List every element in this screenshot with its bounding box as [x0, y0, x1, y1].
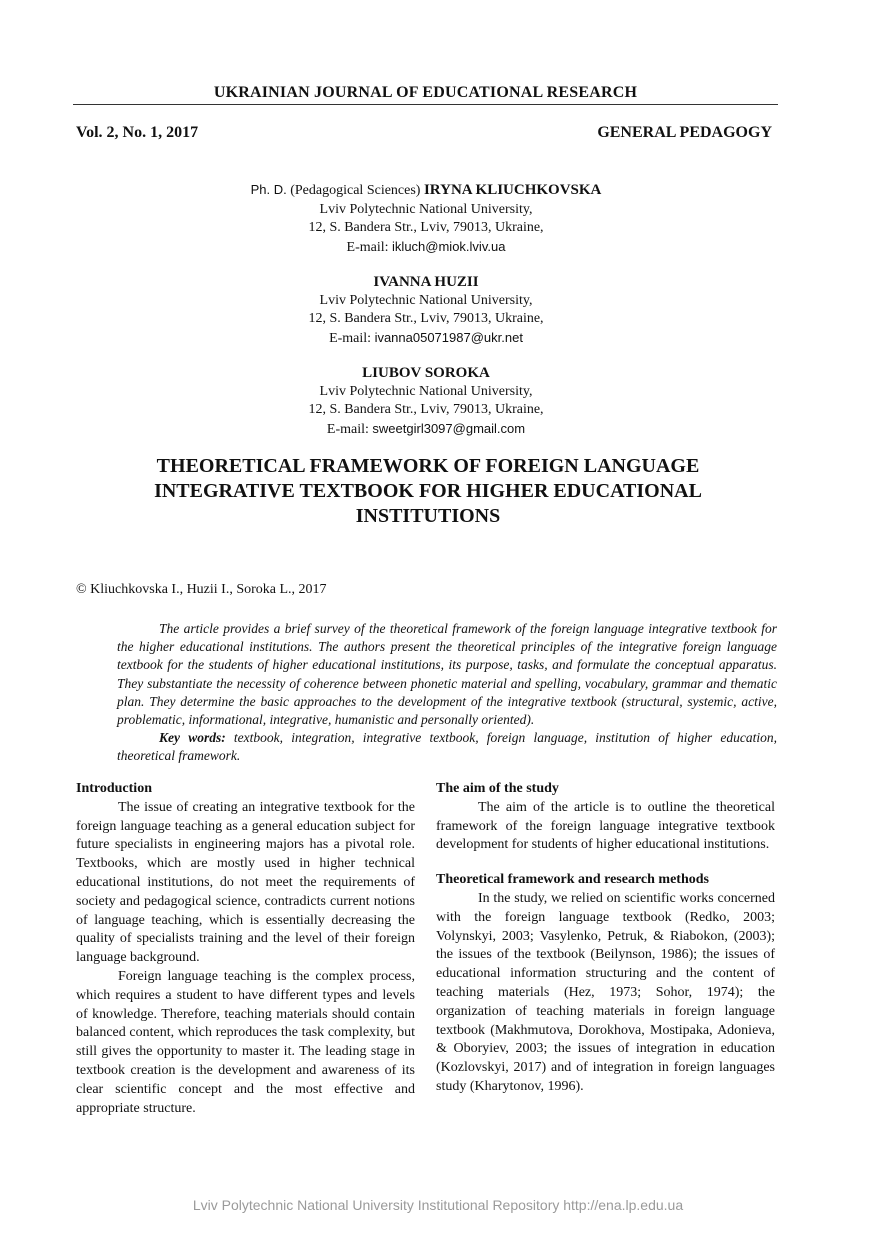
author-email[interactable]: sweetgirl3097@gmail.com — [372, 420, 526, 436]
author-email[interactable]: ivanna05071987@ukr.net — [374, 329, 523, 345]
author-affiliation: Lviv Polytechnic National University, — [319, 383, 533, 399]
title-line: THEORETICAL FRAMEWORK OF FOREIGN LANGUAGE — [156, 455, 700, 477]
spacer — [436, 855, 775, 871]
title-line: INTEGRATIVE TEXTBOOK FOR HIGHER EDUCATIONAL — [154, 480, 702, 502]
author-2 — [176, 273, 676, 348]
paragraph: The issue of creating an integrative textbook for the foreign language teaching as a general education subject for future specialists in engineering majors has a pivotal role. Textbooks, which are mostly used in higher technical educational institutions, do not meet the requirements of society and pedagogical science, contradicts current notions of language teaching, which is essentially decreasing the quality of specialists training and the level of their foreign language background. — [76, 799, 415, 966]
author-name: LIUBOV SOROKA — [362, 365, 490, 381]
email-label: E-mail: — [326, 421, 373, 437]
author-address: 12, S. Bandera Str., Lviv, 79013, Ukraine, — [308, 311, 544, 326]
author-3 — [176, 364, 676, 439]
left-column — [76, 780, 415, 1118]
author-affiliation: Lviv Polytechnic National University, — [319, 201, 533, 217]
article-title — [98, 454, 758, 529]
title-line: INSTITUTIONS — [355, 505, 501, 527]
author-address: 12, S. Bandera Str., Lviv, 79013, Ukraine, — [308, 220, 544, 235]
keywords — [117, 729, 777, 765]
journal-title: UKRAINIAN JOURNAL OF EDUCATIONAL RESEARCH — [213, 84, 638, 101]
repository-footer: Lviv Polytechnic National University Institutional Repository http://ena.lp.edu.ua — [192, 1197, 684, 1213]
right-column — [436, 780, 775, 1097]
header-divider — [73, 104, 778, 105]
volume-info: Vol. 2, No. 1, 2017 — [76, 124, 199, 141]
author-block — [176, 181, 676, 455]
degree-field: (Pedagogical Sciences) — [286, 183, 424, 198]
author-affiliation: Lviv Polytechnic National University, — [319, 292, 533, 308]
abstract — [117, 620, 777, 766]
email-label: E-mail: — [346, 239, 393, 255]
paragraph: Foreign language teaching is the complex process, which requires a student to have different types and levels of knowledge. Therefore, teaching materials should contain balanced content, which reproduces the task complexity, but still gives the opportunity to master it. The leading stage in textbook creation is the development and awareness of its clear scientific concept and the most effective and appropriate structure. — [76, 968, 415, 1116]
section-heading-aim: The aim of the study — [436, 781, 559, 796]
section-heading-methods: Theoretical framework and research methods — [436, 872, 709, 888]
email-label: E-mail: — [329, 330, 375, 346]
author-name: IRYNA KLIUCHKOVSKA — [423, 182, 602, 198]
section-name: GENERAL PEDAGOGY — [597, 124, 772, 141]
paragraph: In the study, we relied on scientific works concerned with the foreign language textbook (Redko, 2003; Volynskyi, 2003; Vasylenko, Petruk, & Riabokon, (2003); the issues of the textbook (Beilynson, 1986); the issues of educational information structuring and the content of teaching materials (Hez, 1973; Sohor, 1974); the organization of teaching materials in foreign language textbook (Makhmutova, Dorokhova, Mostipaka, Adonieva, & Oboryiev, 2003; the issues of integration in education (Kozlovskyi, 2017) and of integration in foreign languages study (Kharytonov, 1996). — [436, 890, 775, 1094]
section-heading-introduction: Introduction — [76, 781, 152, 796]
author-name: IVANNA HUZII — [373, 274, 479, 290]
keywords-label: Key words: — [159, 730, 226, 746]
author-email[interactable]: ikluch@miok.lviv.ua — [392, 238, 506, 254]
abstract-text: The article provides a brief survey of the theoretical framework of the foreign language integrative textbook for the higher educational institutions. The authors present the theoretical principles of the integrative foreign language textbook for the students of higher educational institutions, its purpose, tasks, and formulate the conceptual apparatus. They substantiate the necessity of coherence between phonetic material and spelling, vocabulary, grammar and thematic plan. They determine the basic approaches to the development of the integrative textbook (structural, systemic, active, problematic, informational, integrative, humanistic and personally oriented). — [117, 621, 777, 728]
degree-prefix: Ph. D. — [250, 182, 287, 197]
copyright-notice: © Kliuchkovska I., Huzii I., Soroka L., 2017 — [76, 582, 327, 597]
paragraph: The aim of the article is to outline the theoretical framework of the foreign language integrative textbook development for students of higher educational institutions. — [436, 799, 775, 853]
keywords-list: textbook, integration, integrative textbook, foreign language, institution of higher education, theoretical framework. — [117, 730, 777, 764]
author-1 — [176, 181, 676, 257]
author-address: 12, S. Bandera Str., Lviv, 79013, Ukraine, — [308, 402, 544, 417]
